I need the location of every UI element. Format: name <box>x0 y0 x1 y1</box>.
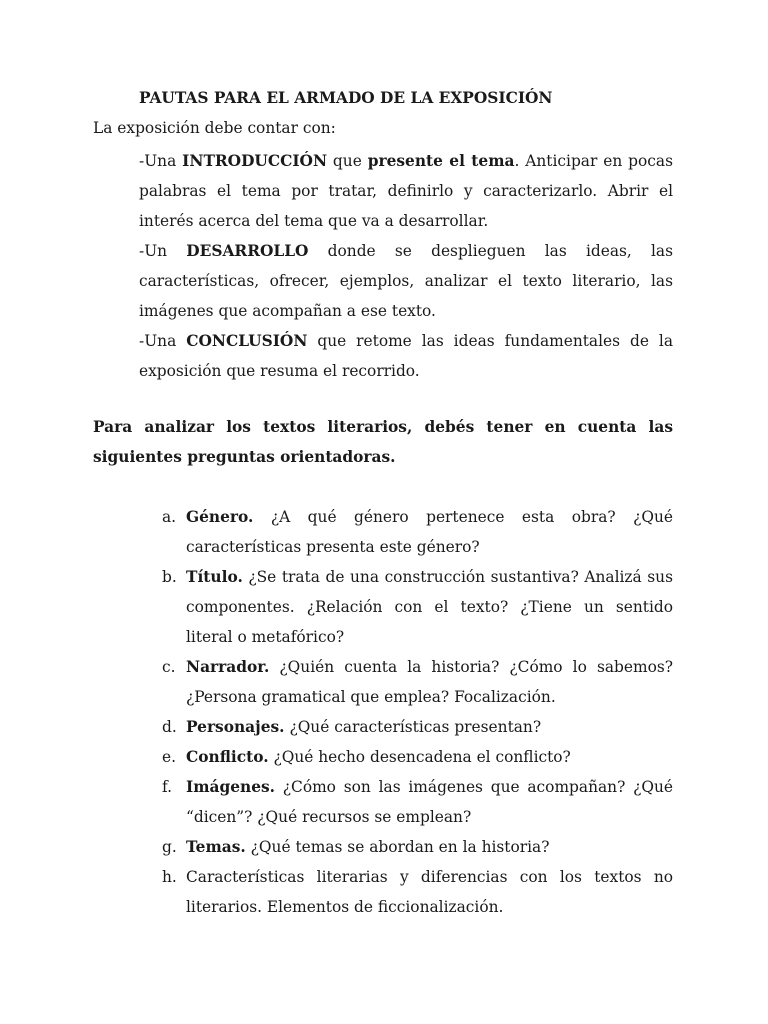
question-term: Conflicto. <box>186 748 269 766</box>
list-marker: a. <box>162 508 177 526</box>
list-item <box>162 712 673 742</box>
list-item <box>162 562 673 652</box>
question-term: Temas. <box>186 838 246 856</box>
question-text: ¿Quién cuenta la historia? ¿Cómo lo sabemos? ¿Persona gramatical que emplea? Focalización. <box>186 658 673 706</box>
list-marker: h. <box>162 868 177 886</box>
list-item <box>162 862 673 922</box>
analysis-heading: Para analizar los textos literarios, debés tener en cuenta las siguientes preguntas orientadoras. <box>93 418 673 466</box>
list-item <box>162 652 673 712</box>
list-item <box>162 502 673 562</box>
section-conclusion: -Una CONCLUSIÓN que retome las ideas fundamentales de la exposición que resuma el recorrido. <box>139 332 674 380</box>
section-desarrollo: -Un DESARROLLO donde se desplieguen las ideas, las características, ofrecer, ejemplos, analizar el texto literario, las imágenes que acompañan a ese texto. <box>139 242 673 320</box>
question-term: Personajes. <box>186 718 285 736</box>
list-item <box>162 832 673 862</box>
document-title: PAUTAS PARA EL ARMADO DE LA EXPOSICIÓN <box>139 89 553 107</box>
question-text: ¿Qué hecho desencadena el conflicto? <box>268 748 571 766</box>
question-text: ¿Se trata de una construcción sustantiva? Analizá sus componentes. ¿Relación con el texto? ¿Tiene un sentido literal o metafórico? <box>186 568 673 646</box>
question-term: Imágenes. <box>186 778 276 796</box>
section-term: CONCLUSIÓN <box>186 332 308 350</box>
guiding-questions-list <box>162 502 673 922</box>
list-item <box>162 772 673 832</box>
list-item <box>162 742 673 772</box>
list-marker: c. <box>162 658 176 676</box>
question-text: ¿Qué características presentan? <box>284 718 542 736</box>
intro-line: La exposición debe contar con: <box>93 119 336 137</box>
list-marker: b. <box>162 568 177 586</box>
section-term: DESARROLLO <box>186 242 309 260</box>
question-text: Características literarias y diferencias con los textos no literarios. Elementos de ficcionalización. <box>186 868 673 916</box>
exposition-sections <box>139 146 673 386</box>
section-term: INTRODUCCIÓN <box>182 152 328 170</box>
question-term: Género. <box>186 508 254 526</box>
question-text: ¿Qué temas se abordan en la historia? <box>245 838 550 856</box>
section-introduccion: -Una INTRODUCCIÓN que presente el tema. Anticipar en pocas palabras el tema por tratar, definirlo y caracterizarlo. Abrir el interés acerca del tema que va a desarrollar. <box>139 152 673 230</box>
list-marker: e. <box>162 748 177 766</box>
list-marker: d. <box>162 718 177 736</box>
list-marker: g. <box>162 838 177 856</box>
question-text: ¿Cómo son las imágenes que acompañan? ¿Qué “dicen”? ¿Qué recursos se emplean? <box>186 778 673 826</box>
list-marker: f. <box>162 778 173 796</box>
question-term: Narrador. <box>186 658 270 676</box>
question-term: Título. <box>186 568 243 586</box>
question-text: ¿A qué género pertenece esta obra? ¿Qué características presenta este género? <box>186 508 673 556</box>
section-emphasis: presente el tema <box>367 152 515 170</box>
